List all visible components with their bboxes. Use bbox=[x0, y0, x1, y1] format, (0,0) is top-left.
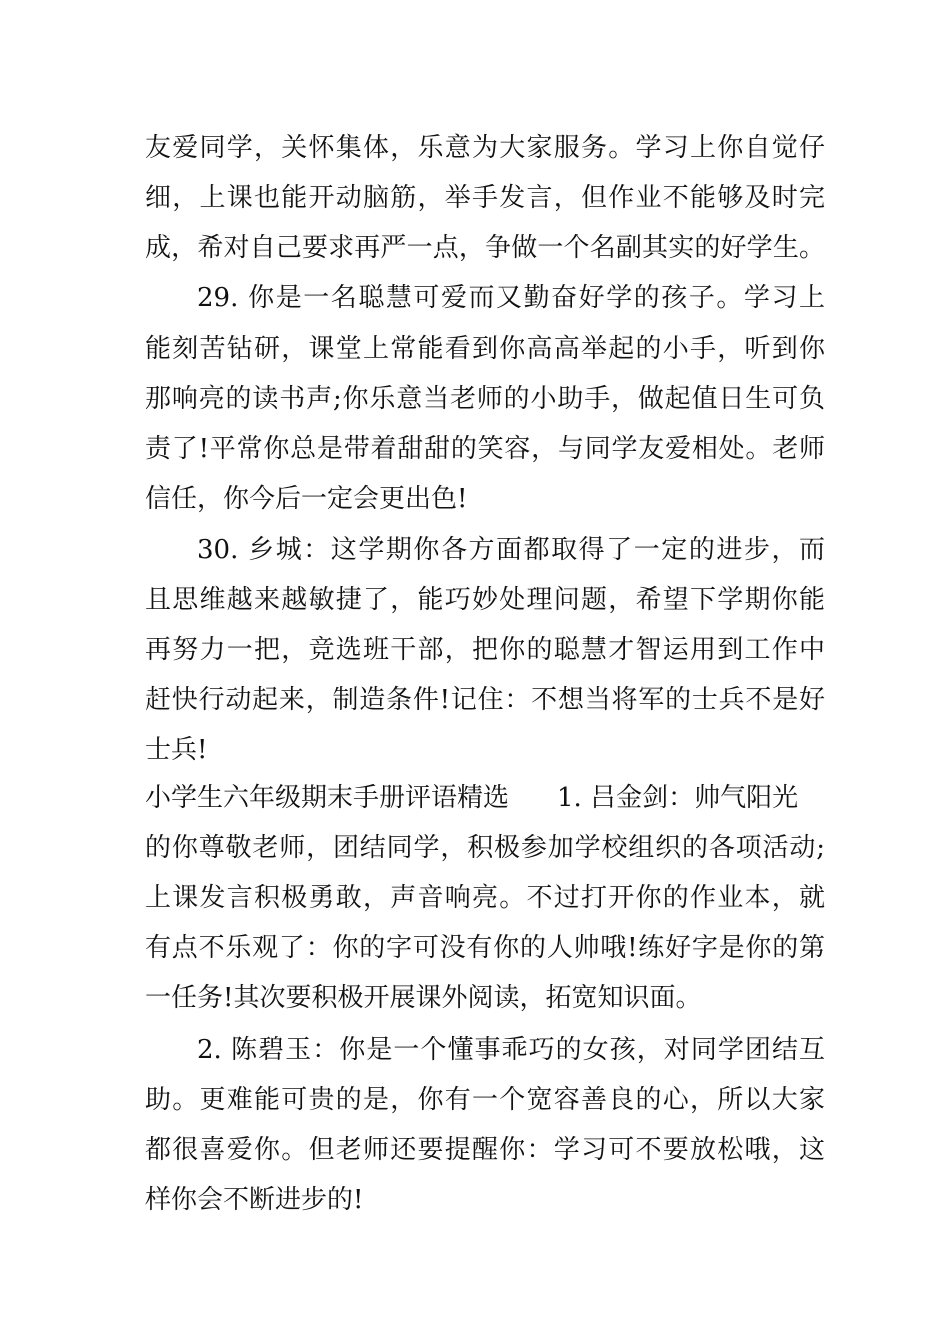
text-line: 上课发言积极勇敢，声音响亮。不过打开你的作业本，就 bbox=[145, 883, 825, 913]
paragraph-29-first-line: 29. 你是一名聪慧可爱而又勤奋好学的孩子。学习上 bbox=[197, 283, 825, 313]
paragraph-2-first-line: 2. 陈碧玉：你是一个懂事乖巧的女孩，对同学团结互 bbox=[197, 1035, 825, 1065]
text-line: 的你尊敬老师，团结同学，积极参加学校组织的各项活动; bbox=[145, 833, 825, 863]
text-line: 有点不乐观了：你的字可没有你的人帅哦!练好字是你的第 bbox=[145, 933, 825, 963]
section-heading-line bbox=[145, 778, 825, 818]
text-line: 友爱同学，关怀集体，乐意为大家服务。学习上你自觉仔 bbox=[145, 133, 825, 163]
text-line: 样你会不断进步的! bbox=[145, 1185, 364, 1215]
item-1-start: 1. 吕金剑：帅气阳光 bbox=[557, 783, 799, 813]
text-line: 再努力一把，竞选班干部，把你的聪慧才智运用到工作中 bbox=[145, 635, 825, 665]
text-line: 助。更难能可贵的是，你有一个宽容善良的心，所以大家 bbox=[145, 1085, 825, 1115]
text-line: 那响亮的读书声;你乐意当老师的小助手，做起值日生可负 bbox=[145, 384, 825, 414]
text-line: 且思维越来越敏捷了，能巧妙处理问题，希望下学期你能 bbox=[145, 585, 825, 615]
text-line: 赶快行动起来，制造条件!记住：不想当将军的士兵不是好 bbox=[145, 685, 825, 715]
paragraph-30-first-line: 30. 乡城：这学期你各方面都取得了一定的进步，而 bbox=[197, 535, 825, 565]
text-line: 能刻苦钻研，课堂上常能看到你高高举起的小手，听到你 bbox=[145, 334, 825, 364]
text-line: 一任务!其次要积极开展课外阅读，拓宽知识面。 bbox=[145, 983, 702, 1013]
text-line: 责了!平常你总是带着甜甜的笑容，与同学友爱相处。老师 bbox=[145, 434, 825, 464]
text-line: 士兵! bbox=[145, 735, 208, 765]
text-line: 都很喜爱你。但老师还要提醒你：学习可不要放松哦，这 bbox=[145, 1135, 825, 1165]
text-line: 信任，你今后一定会更出色! bbox=[145, 484, 468, 514]
text-line: 细，上课也能开动脑筋，举手发言，但作业不能够及时完 bbox=[145, 183, 825, 213]
text-line: 成，希对自己要求再严一点，争做一个名副其实的好学生。 bbox=[145, 233, 825, 263]
section-heading: 小学生六年级期末手册评语精选 bbox=[145, 783, 510, 813]
